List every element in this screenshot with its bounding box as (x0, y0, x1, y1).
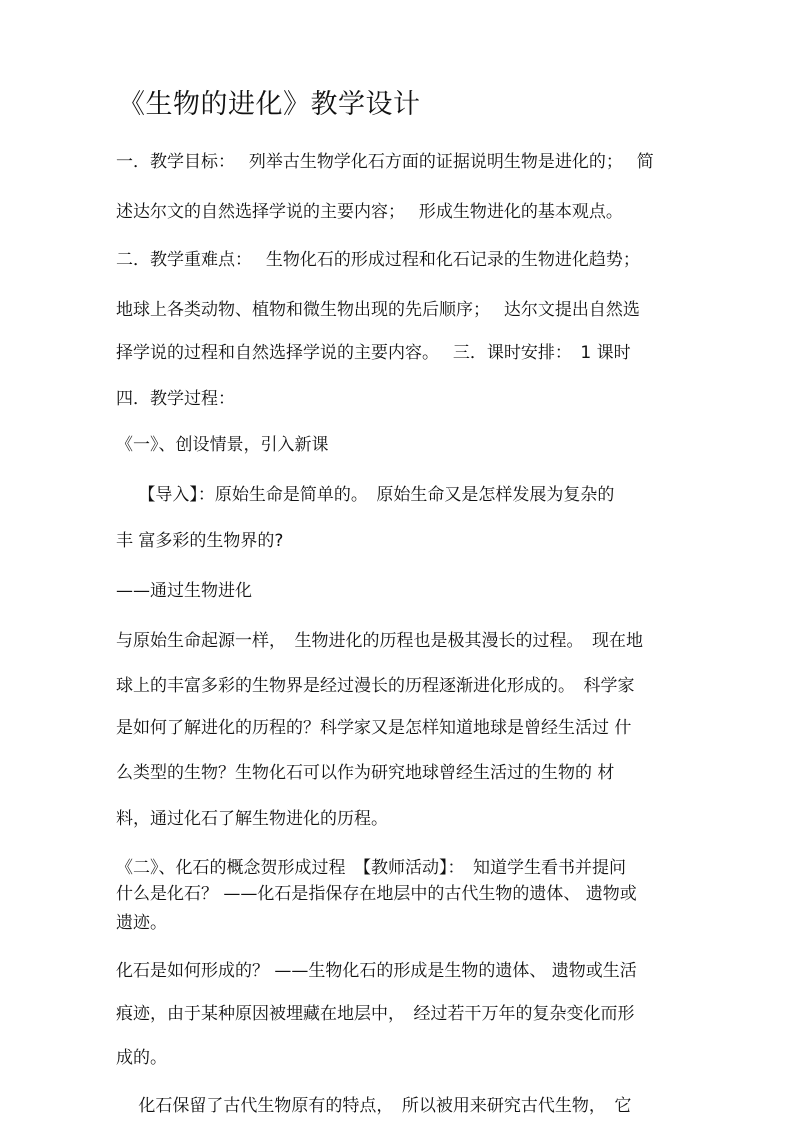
text-line: 球上的丰富多彩的生物界是经过漫长的历程逐渐进化形成的。 科学家 (116, 676, 635, 696)
text-line: ——通过生物进化 (116, 581, 252, 601)
text-line: 成的。 (116, 1048, 167, 1068)
text-line: 么类型的生物？生物化石可以作为研究地球曾经生活过的生物的 材 (116, 763, 615, 783)
text-line: 述达尔文的自然选择学说的主要内容； 形成生物进化的基本观点。 (116, 202, 623, 222)
text-line: 四．教学过程： (116, 389, 235, 409)
document-title: 《生物的进化》教学设计 (118, 89, 421, 120)
text-line: 与原始生命起源一样， 生物进化的历程也是极其漫长的过程。 现在地 (116, 631, 643, 651)
text-line: 择学说的过程和自然选择学说的主要内容。 三．课时安排： 1 课时 (116, 343, 631, 363)
text-line: 二．教学重难点： 生物化石的形成过程和化石记录的生物进化趋势； (116, 250, 640, 270)
text-line: 化石保留了古代生物原有的特点， 所以被用来研究古代生物， 它 (116, 1096, 632, 1116)
text-line: 遗迹。 (116, 913, 167, 933)
text-line: 一．教学目标： 列举古生物学化石方面的证据说明生物是进化的； 简 (116, 152, 654, 172)
text-line: 是如何了解进化的历程的？科学家又是怎样知道地球是曾经生活过 什 (116, 718, 632, 738)
text-line: 《二》、化石的概念贺形成过程 【教师活动】： 知道学生看书并提问 (116, 858, 626, 878)
text-line: 化石是如何形成的？ ——生物化石的形成是生物的遗体、 遗物或生活 (116, 961, 637, 981)
text-line: 【导入】：原始生命是简单的。 原始生命又是怎样发展为复杂的 (116, 485, 615, 505)
text-line: 什么是化石？ ——化石是指保存在地层中的古代生物的遗体、 遗物或 (116, 884, 637, 904)
text-line: 丰 富多彩的生物界的? (116, 531, 284, 551)
text-line: 痕迹，由于某种原因被埋藏在地层中， 经过若干万年的复杂变化而形 (116, 1004, 635, 1024)
text-line: 地球上各类动物、植物和微生物出现的先后顺序； 达尔文提出自然选 (116, 300, 640, 320)
text-line: 《一》、创设情景，引入新课 (116, 435, 329, 455)
text-line: 料，通过化石了解生物进化的历程。 (116, 809, 388, 829)
